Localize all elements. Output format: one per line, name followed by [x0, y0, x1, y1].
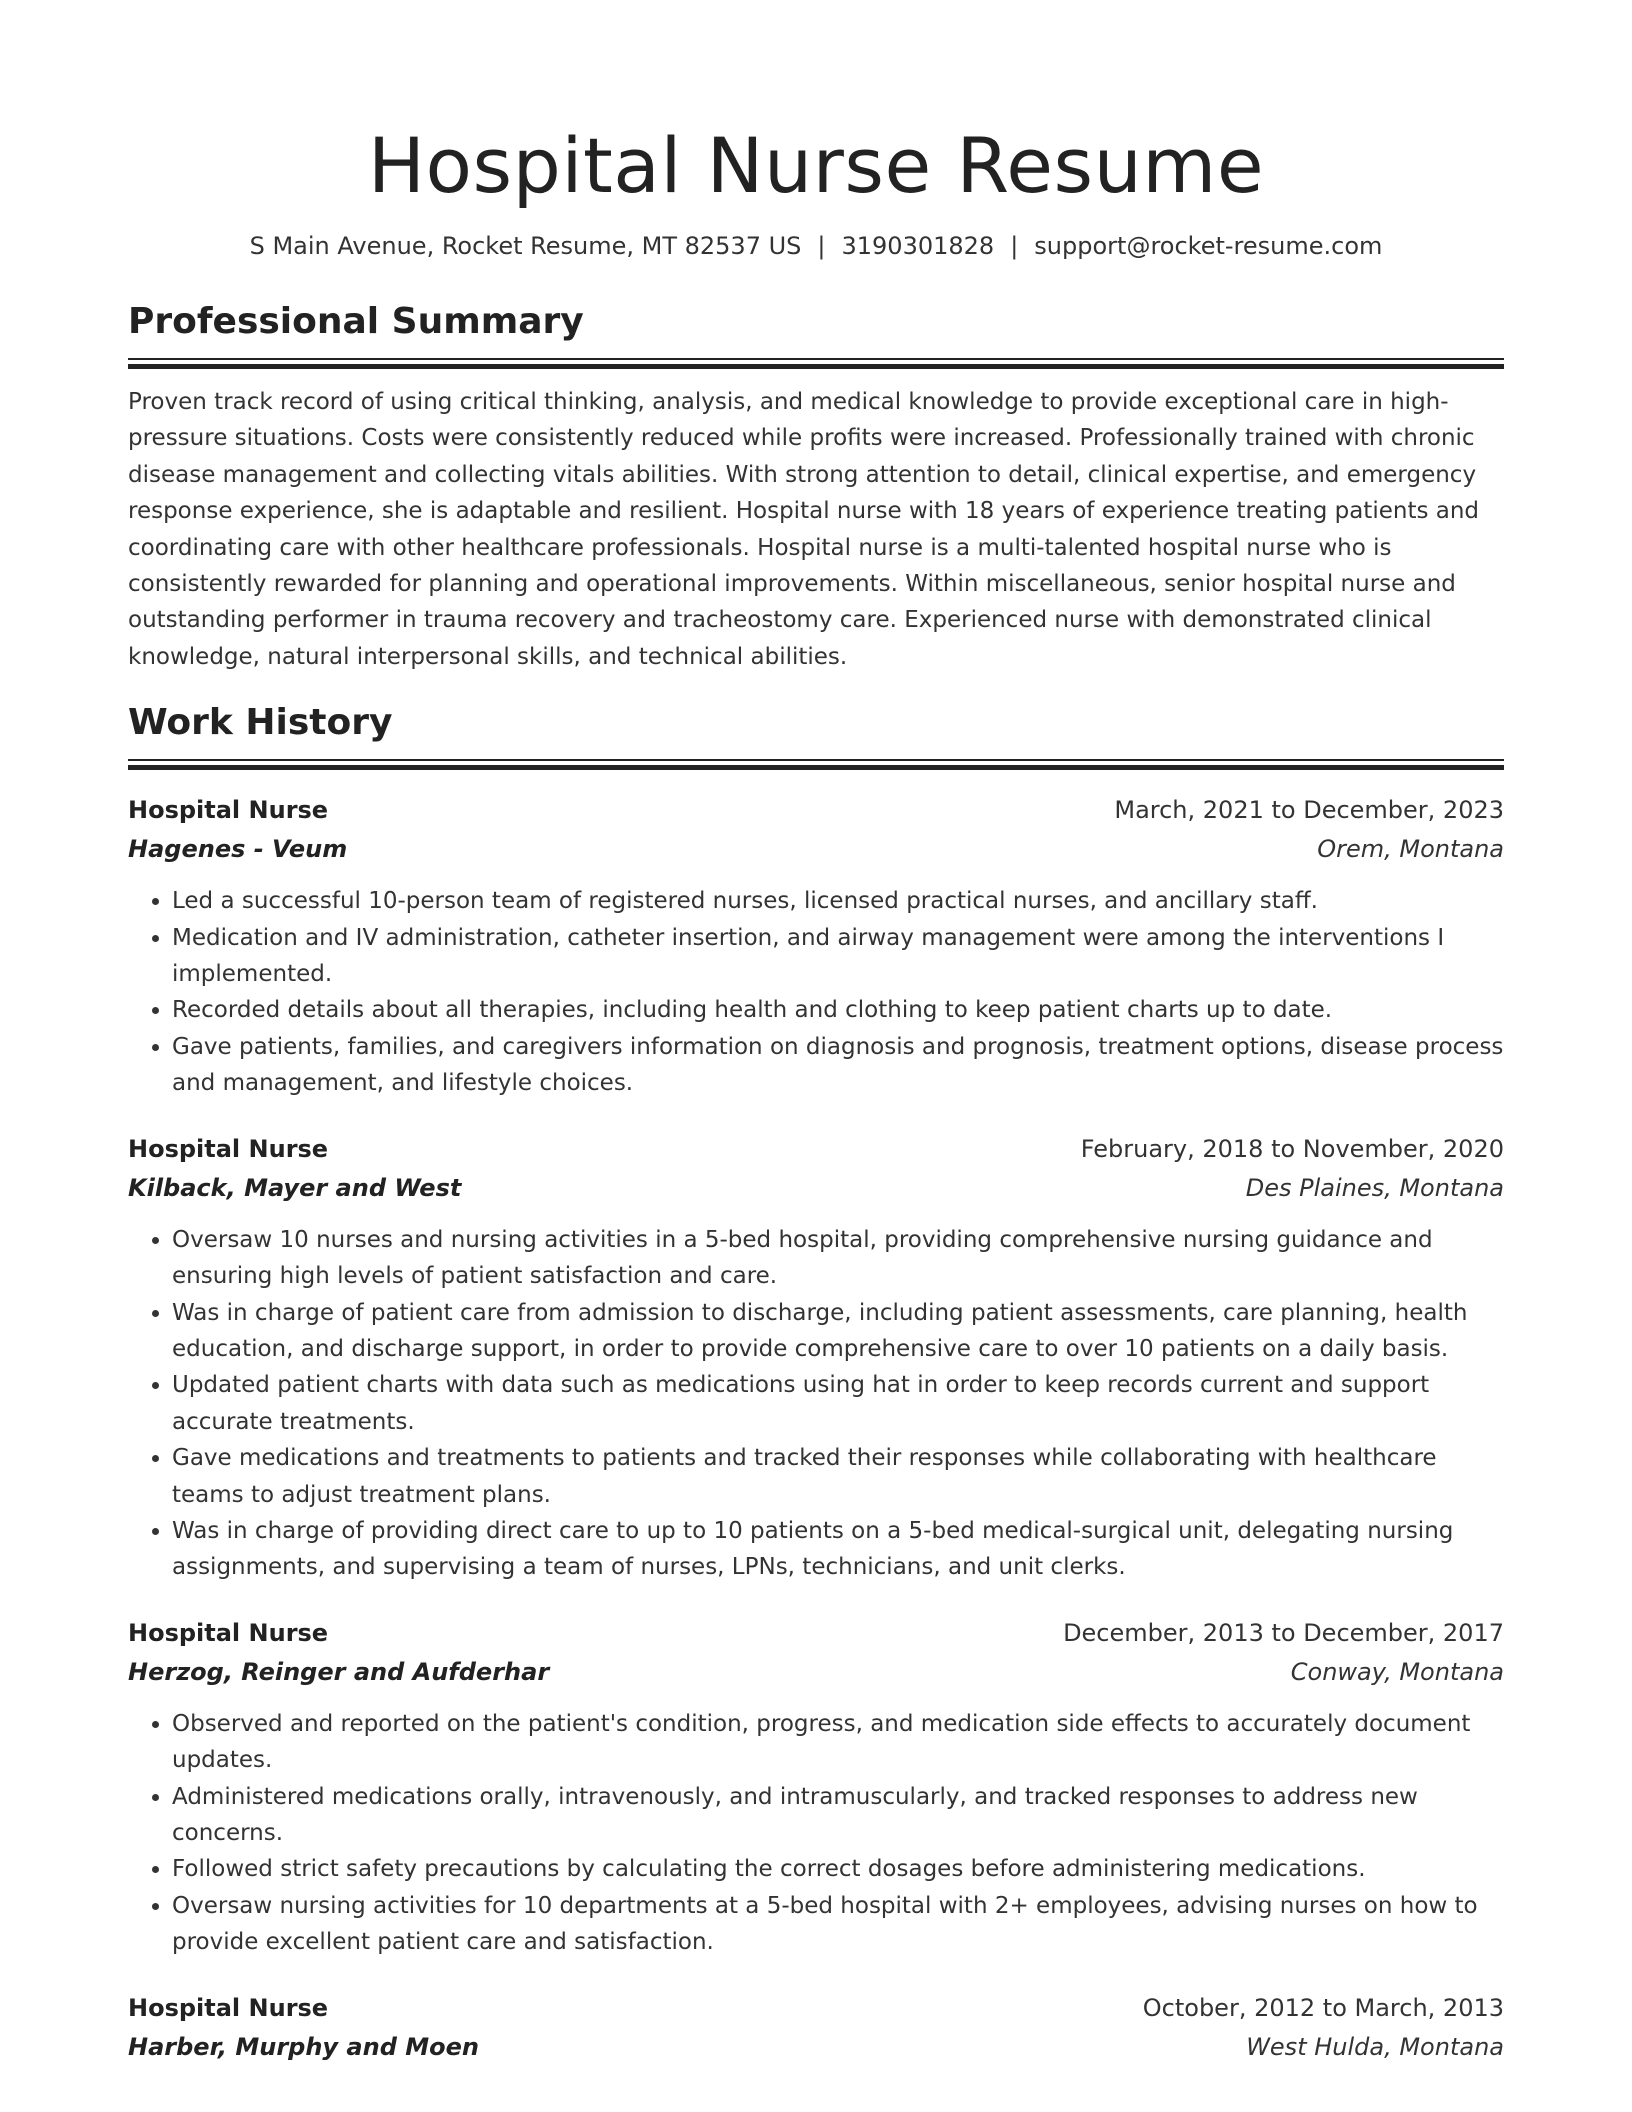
summary-text: Proven track record of using critical thinking, analysis, and medical knowledge to provide exceptional care in high-pressure situations. Costs were consistently reduced while profits were increased. Professionally trained with chronic disease management and collecting vitals abilities. With strong attention to detail, clinical expertise, and emergency response experience, she is adaptable and resilient. Hospital nurse with 18 years of experience treating patients and coordinating care with other healthcare professionals. Hospital nurse is a multi-talented hospital nurse who is consistently rewarded for planning and operational improvements. Within miscellaneous, senior hospital nurse and outstanding performer in trauma recovery and tracheostomy care. Experienced nurse with demonstrated clinical knowledge, natural interpersonal skills, and technical abilities.: [128, 389, 1480, 670]
job-bullet: • Medication and IV administration, catheter insertion, and airway management were among the interventions I implemented.: [172, 920, 1504, 993]
job-dates: October, 2012 to March, 2013: [1142, 1993, 1504, 2022]
job-company: Herzog, Reinger and Aufderhar: [128, 1657, 550, 1686]
job-dates: December, 2013 to December, 2017: [1063, 1618, 1504, 1647]
job-bullet-list: [128, 1222, 1504, 1586]
job-company-row: [128, 1653, 1504, 1692]
job-bullet-list: [128, 1706, 1504, 1961]
job-location: West Hulda, Montana: [1246, 2032, 1504, 2061]
job-entry: [128, 791, 1504, 1101]
job-bullet-list: [128, 883, 1504, 1101]
work-history-section: [128, 701, 1504, 2066]
job-title-row: [128, 1130, 1504, 1169]
job-bullet: • Recorded details about all therapies, including health and clothing to keep patient charts up to date.: [172, 992, 1504, 1028]
contact-address: S Main Avenue, Rocket Resume, MT 82537 US: [249, 232, 802, 260]
job-location: Conway, Montana: [1290, 1657, 1504, 1686]
contact-separator: |: [817, 232, 826, 260]
section-divider: [128, 759, 1504, 771]
contact-separator: |: [1010, 232, 1019, 260]
job-location: Orem, Montana: [1317, 835, 1504, 864]
job-title: Hospital Nurse: [128, 1993, 329, 2022]
job-location: Des Plaines, Montana: [1245, 1173, 1504, 1202]
contact-line: [128, 228, 1504, 264]
job-bullet: • Updated patient charts with data such as medications using hat in order to keep records current and support accurate treatments.: [172, 1367, 1504, 1440]
section-heading: Professional Summary: [128, 301, 584, 342]
job-list: [128, 791, 1504, 2066]
job-bullet: • Was in charge of patient care from admission to discharge, including patient assessments, care planning, health education, and discharge support, in order to provide comprehensive care to over 10 patients on a daily basis.: [172, 1295, 1504, 1368]
job-company-row: [128, 1169, 1504, 1208]
job-bullet: • Led a successful 10-person team of registered nurses, licensed practical nurses, and ancillary staff.: [172, 883, 1504, 919]
resume-title: Hospital Nurse Resume: [367, 121, 1265, 210]
job-bullet: • Gave patients, families, and caregivers information on diagnosis and prognosis, treatment options, disease process and management, and lifestyle choices.: [172, 1029, 1504, 1102]
job-title-row: [128, 791, 1504, 830]
job-bullet: • Oversaw nursing activities for 10 departments at a 5-bed hospital with 2+ employees, advising nurses on how to provide excellent patient care and satisfaction.: [172, 1888, 1504, 1961]
job-company-row: [128, 2028, 1504, 2067]
job-dates: February, 2018 to November, 2020: [1080, 1134, 1504, 1163]
job-bullet: • Followed strict safety precautions by calculating the correct dosages before administering medications.: [172, 1851, 1504, 1887]
section-heading: Work History: [128, 702, 393, 744]
job-bullet: • Observed and reported on the patient's condition, progress, and medication side effects to accurately document updates.: [172, 1706, 1504, 1779]
job-bullet: • Administered medications orally, intravenously, and intramuscularly, and tracked responses to address new concerns.: [172, 1779, 1504, 1852]
job-title: Hospital Nurse: [128, 1134, 329, 1163]
job-bullet: • Was in charge of providing direct care to up to 10 patients on a 5-bed medical-surgical unit, delegating nursing assignments, and supervising a team of nurses, LPNs, technicians, and unit clerks.: [172, 1513, 1504, 1586]
professional-summary-section: [128, 300, 1504, 675]
job-title-row: [128, 1614, 1504, 1653]
job-entry: [128, 1130, 1504, 1586]
job-company: Kilback, Mayer and West: [128, 1173, 462, 1202]
job-company-row: [128, 830, 1504, 869]
job-title: Hospital Nurse: [128, 1618, 329, 1647]
contact-email: support@rocket-resume.com: [1034, 232, 1383, 260]
resume-page: [128, 0, 1504, 2067]
job-company: Harber, Murphy and Moen: [128, 2032, 479, 2061]
job-title-row: [128, 1989, 1504, 2028]
job-dates: March, 2021 to December, 2023: [1114, 796, 1504, 825]
section-divider: [128, 358, 1504, 370]
job-title: Hospital Nurse: [128, 796, 329, 825]
job-entry: [128, 1989, 1504, 2067]
contact-phone: 3190301828: [841, 232, 995, 260]
job-bullet: • Oversaw 10 nurses and nursing activities in a 5-bed hospital, providing comprehensive nursing guidance and ensuring high levels of patient satisfaction and care.: [172, 1222, 1504, 1295]
job-entry: [128, 1614, 1504, 1961]
job-bullet: • Gave medications and treatments to patients and tracked their responses while collaborating with healthcare teams to adjust treatment plans.: [172, 1440, 1504, 1513]
job-company: Hagenes - Veum: [128, 835, 348, 864]
